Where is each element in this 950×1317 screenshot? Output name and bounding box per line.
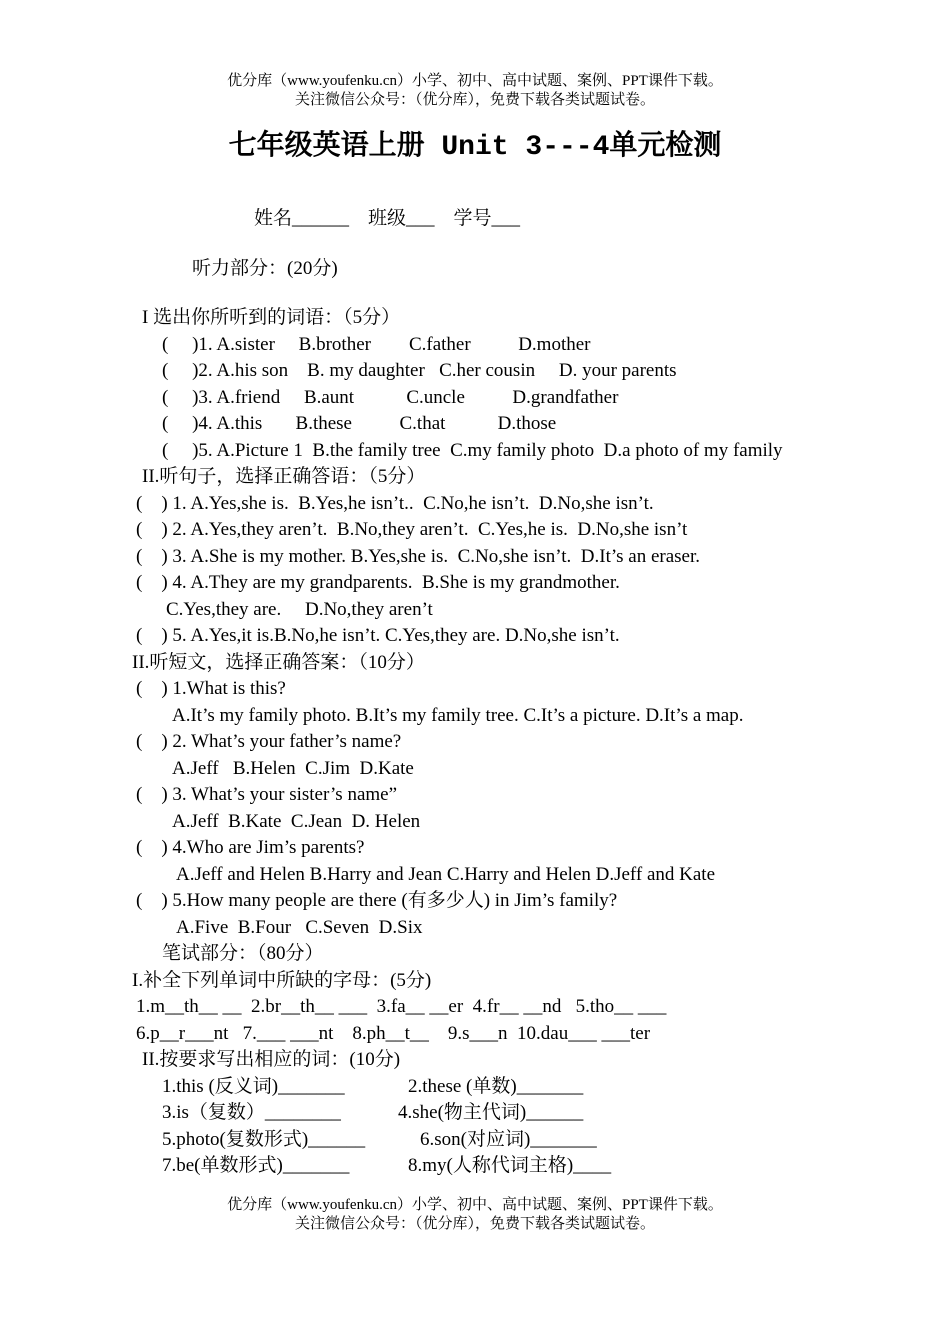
question-item: ( ) 2. A.Yes,they aren’t. B.No,they aren’t. C.Yes,he is. D.No,she isn’t xyxy=(136,519,688,540)
question-item: ( ) 3. What’s your sister’s name” xyxy=(136,784,398,805)
missing-letters-line-1: 1.m__th__ __ 2.br__th__ ___ 3.fa__ __er 4.fr__ __nd 5.tho__ ___ xyxy=(136,996,667,1017)
written-heading: 笔试部分：（80分） xyxy=(162,943,324,964)
word-form-item: 6.son(对应词)_______ xyxy=(420,1129,597,1150)
word-form-item: 1.this (反义词)_______ xyxy=(162,1076,345,1097)
question-item: ( ) 1.What is this? xyxy=(136,678,286,699)
written-part1-heading: I.补全下列单词中所缺的字母：(5分) xyxy=(132,970,432,991)
question-options: A.Five B.Four C.Seven D.Six xyxy=(176,917,423,938)
word-form-item: 8.my(人称代词主格)____ xyxy=(408,1155,612,1176)
word-form-item: 5.photo(复数形式)______ xyxy=(162,1129,366,1150)
question-item: ( ) 4. A.They are my grandparents. B.She is my grandmother. xyxy=(136,572,620,593)
question-item: ( ) 3. A.She is my mother. B.Yes,she is. C.No,she isn’t. D.It’s an eraser. xyxy=(136,546,701,567)
word-form-item: 4.she(物主代词)______ xyxy=(398,1102,584,1123)
listening-part3-heading: II.听短文，选择正确答案：（10分） xyxy=(132,652,425,673)
header-line-2: 关注微信公众号：（优分库），免费下载各类试题试卷。 xyxy=(294,92,655,108)
listening-heading: 听力部分：(20分) xyxy=(192,258,338,279)
question-options: A.Jeff B.Helen C.Jim D.Kate xyxy=(172,758,414,779)
word-form-item: 2.these (单数)_______ xyxy=(408,1076,584,1097)
word-form-item: 7.be(单数形式)_______ xyxy=(162,1155,350,1176)
listening-part1-heading: I 选出你所听到的词语：（5分） xyxy=(142,307,401,328)
question-item: ( ) 1. A.Yes,she is. B.Yes,he isn’t.. C.No,he isn’t. D.No,she isn’t. xyxy=(136,493,654,514)
page-title: 七年级英语上册 Unit 3---4单元检测 xyxy=(228,132,722,163)
question-item: ( )1. A.sister B.brother C.father D.mother xyxy=(162,334,591,355)
missing-letters-line-2: 6.p__r___nt 7.___ ___nt 8.ph__t__ 9.s___n 10.dau___ ___ter xyxy=(136,1023,651,1044)
question-item: ( )5. A.Picture 1 B.the family tree C.my family photo D.a photo of my family xyxy=(162,440,783,461)
question-options: A.Jeff B.Kate C.Jean D. Helen xyxy=(172,811,421,832)
listening-part2-heading: II.听句子，选择正确答语：（5分） xyxy=(142,466,426,487)
question-item: ( )3. A.friend B.aunt C.uncle D.grandfather xyxy=(162,387,619,408)
question-item: ( ) 5.How many people are there (有多少人) in Jim’s family? xyxy=(136,890,618,911)
footer-line-2: 关注微信公众号：（优分库），免费下载各类试题试卷。 xyxy=(294,1216,655,1232)
question-item: ( ) 2. What’s your father’s name? xyxy=(136,731,402,752)
footer-line-1: 优分库（www.youfenku.cn）小学、初中、高中试题、案例、PPT课件下载。 xyxy=(227,1197,723,1213)
question-options: A.It’s my family photo. B.It’s my family tree. C.It’s a picture. D.It’s a map. xyxy=(172,705,744,726)
question-item: ( )2. A.his son B. my daughter C.her cousin D. your parents xyxy=(162,360,677,381)
question-item: ( )4. A.this B.these C.that D.those xyxy=(162,413,557,434)
word-form-item: 3.is（复数）________ xyxy=(162,1102,341,1123)
question-options: C.Yes,they are. D.No,they aren’t xyxy=(166,599,433,620)
header-line-1: 优分库（www.youfenku.cn）小学、初中、高中试题、案例、PPT课件下载。 xyxy=(227,73,723,89)
written-part2-heading: II.按要求写出相应的词：(10分) xyxy=(142,1049,401,1070)
question-item: ( ) 4.Who are Jim’s parents? xyxy=(136,837,365,858)
student-info-line: 姓名______ 班级___ 学号___ xyxy=(254,208,521,229)
question-options: A.Jeff and Helen B.Harry and Jean C.Harry and Helen D.Jeff and Kate xyxy=(176,864,716,885)
question-item: ( ) 5. A.Yes,it is.B.No,he isn’t. C.Yes,they are. D.No,she isn’t. xyxy=(136,625,620,646)
